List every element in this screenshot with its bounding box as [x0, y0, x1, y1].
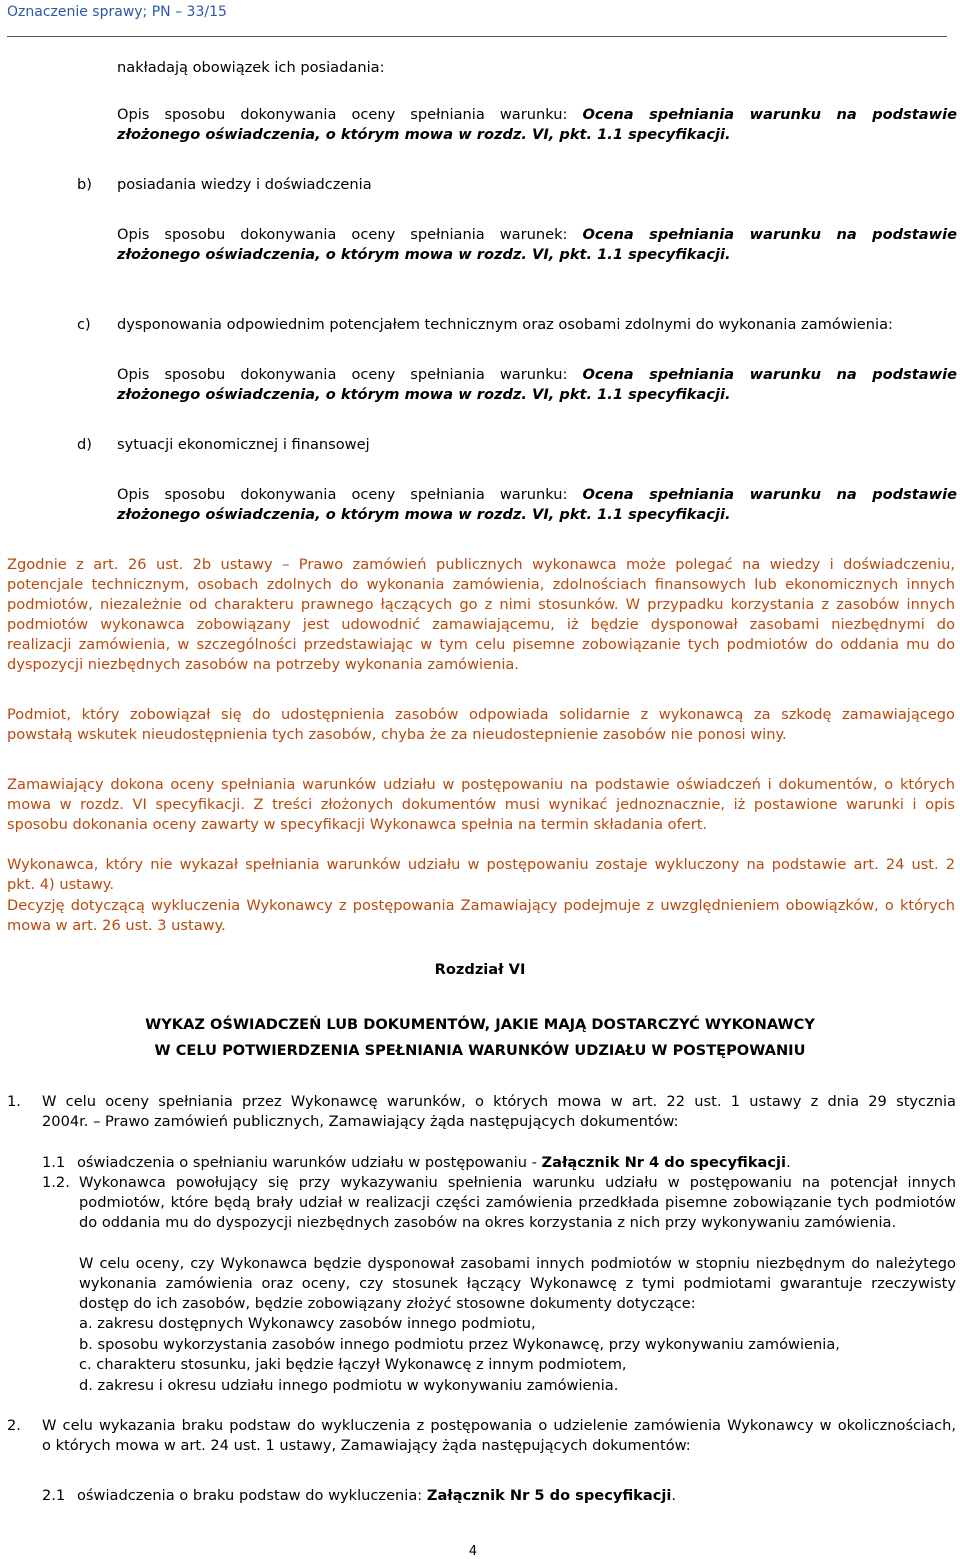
para1-line2: potencjale technicznym, osobach zdolnych do wykonania zamówienia, zdolnościach finansowych lub ekonomicznych innych [7, 576, 955, 593]
point1-1-text [77, 1154, 791, 1171]
item-b-letter: b) [77, 176, 92, 193]
ocena-item-d: d. zakresu i okresu udziału innego podmiotu w wykonywaniu zamówienia. [79, 1377, 619, 1394]
point1-line1: W celu oceny spełniania przez Wykonawcę warunków, o których mowa w art. 22 ust. 1 ustawy z dnia 29 stycznia [42, 1093, 956, 1110]
point1-2-number: 1.2. [42, 1174, 70, 1191]
opis-value: Ocena spełniania warunku na podstawie [582, 486, 958, 503]
para1-line3: podmiotów, niezależnie od charakteru prawnego łączących go z nimi stosunków. W przypadku korzystania z zasobów innych [7, 596, 955, 613]
opis-label: Opis sposobu dokonywania oceny spełniania warunek: [117, 226, 568, 243]
ocena-line2: wykonania zamówienia oraz oceny, czy stosunek łączący Wykonawcę z tymi podmiotami gwarantuje rzeczywisty [79, 1275, 956, 1292]
point2-line1: W celu wykazania braku podstaw do wykluczenia z postępowania o udzielenie zamówienia Wykonawcy w okolicznościach, [42, 1417, 956, 1434]
ocena-item-b: b. sposobu wykorzystania zasobów innego podmiotu przez Wykonawcę, przy wykonywaniu zamówienia, [79, 1336, 840, 1353]
point1-2-line3: do oddania mu do dyspozycji niezbędnych zasobów na okres korzystania z nich przy wykonywaniu zamówienia. [79, 1214, 897, 1231]
opis-d-line2: złożonego oświadczenia, o którym mowa w rozdz. VI, pkt. 1.1 specyfikacji. [117, 506, 731, 523]
opis-b-line2: złożonego oświadczenia, o którym mowa w rozdz. VI, pkt. 1.1 specyfikacji. [117, 246, 731, 263]
opis-value: Ocena spełniania warunku na podstawie [582, 366, 958, 383]
point1-2-line2: podmiotów, które będą brały udział w realizacji części zamówienia przedkłada pisemne zobowiązanie tych podmiotów [79, 1194, 956, 1211]
period: . [671, 1487, 677, 1504]
para1-line5: realizacji zamówienia, w szczególności przedstawiając w tym celu pisemne zobowiązanie tych podmiotów do oddania mu do [7, 636, 955, 653]
item-d-letter: d) [77, 436, 92, 453]
attachment-reference: Załącznik Nr 5 do specyfikacji [426, 1487, 672, 1504]
item-c-text: dysponowania odpowiednim potencjałem technicznym oraz osobami zdolnymi do wykonania zamówienia: [117, 316, 893, 333]
chapter-heading-line2: W CELU POTWIERDZENIA SPEŁNIANIA WARUNKÓW UDZIAŁU W POSTĘPOWANIU [154, 1042, 806, 1059]
para2-line1: Podmiot, który zobowiązał się do udostępnienia zasobów odpowiada solidarnie z wykonawcą za szkodę zamawiającego [7, 706, 955, 723]
para3-line2: mowa w rozdz. VI specyfikacji. Z treści złożonych dokumentów musi wynikać jednoznacznie, iż postawione warunki i opis [7, 796, 955, 813]
para4-line2: pkt. 4) ustawy. [7, 876, 114, 893]
item-b-text: posiadania wiedzy i doświadczenia [117, 176, 372, 193]
opis-value: Ocena spełniania warunku na podstawie [582, 226, 957, 243]
opis-c-line2: złożonego oświadczenia, o którym mowa w rozdz. VI, pkt. 1.1 specyfikacji. [117, 386, 731, 403]
opis-d-line1 [117, 486, 957, 503]
ocena-item-c: c. charakteru stosunku, jaki będzie łączył Wykonawcę z innym podmiotem, [79, 1356, 627, 1373]
opis-a-line1 [117, 106, 957, 123]
para1-line4: podmiotów wykonawca zobowiązany jest udowodnić zamawiającemu, iż będzie dysponował zasobami niezbędnymi do [7, 616, 955, 633]
intro-text: nakładają obowiązek ich posiadania: [117, 59, 385, 76]
point1-line2: 2004r. – Prawo zamówień publicznych, Zamawiający żąda następujących dokumentów: [42, 1113, 679, 1130]
para4-line1: Wykonawca, który nie wykazał spełniania warunków udziału w postępowaniu zostaje wykluczony na podstawie art. 24 ust. 2 [7, 856, 955, 873]
point1-1-number: 1.1 [42, 1154, 66, 1171]
para4-line4: mowa w art. 26 ust. 3 ustawy. [7, 917, 226, 934]
point2-1-label: oświadczenia o braku podstaw do wykluczenia: [77, 1487, 423, 1504]
ocena-line1: W celu oceny, czy Wykonawca będzie dysponował zasobami innych podmiotów w stopniu niezbędnym do należytego [79, 1255, 956, 1272]
point2-1-text [77, 1487, 676, 1504]
point1-2-line1: Wykonawca powołujący się przy wykazywaniu spełnienia warunku udziału w postępowaniu na potencjał innych [79, 1174, 956, 1191]
opis-b-line1 [117, 226, 957, 243]
period: . [786, 1154, 791, 1171]
item-d-text: sytuacji ekonomicznej i finansowej [117, 436, 370, 453]
opis-value: Ocena spełniania warunku na podstawie [582, 106, 958, 123]
header-divider [7, 36, 947, 37]
para3-line3: sposobu dokonania oceny zawarty w specyfikacji Wykonawca spełnia na termin składania ofert. [7, 816, 708, 833]
point1-1-label: oświadczenia o spełnianiu warunków udziału w postępowaniu - [77, 1154, 537, 1171]
case-reference: Oznaczenie sprawy; PN – 33/15 [7, 4, 227, 20]
ocena-line3: dostęp do ich zasobów, będzie zobowiązany złożyć stosowne dokumenty dotyczące: [79, 1295, 696, 1312]
opis-label: Opis sposobu dokonywania oceny spełniania warunku: [117, 366, 568, 383]
para4-line3: Decyzję dotyczącą wykluczenia Wykonawcy z postępowania Zamawiający podejmuje z uwzględnieniem obowiązków, o których [7, 897, 955, 914]
item-c-letter: c) [77, 316, 91, 333]
para3-line1: Zamawiający dokona oceny spełniania warunków udziału w postępowaniu na podstawie oświadczeń i dokumentów, o których [7, 776, 955, 793]
opis-c-line1 [117, 366, 957, 383]
point2-line2: o których mowa w art. 24 ust. 1 ustawy, Zamawiający żąda następujących dokumentów: [42, 1437, 691, 1454]
chapter-heading-line1: WYKAZ OŚWIADCZEŃ LUB DOKUMENTÓW, JAKIE MAJĄ DOSTARCZYĆ WYKONAWCY [145, 1016, 815, 1033]
opis-label: Opis sposobu dokonywania oceny spełniania warunku: [117, 486, 568, 503]
ocena-item-a: a. zakresu dostępnych Wykonawcy zasobów innego podmiotu, [79, 1315, 536, 1332]
chapter-title: Rozdział VI [434, 961, 526, 978]
para2-line2: powstałą wskutek nieudostępnienia tych zasobów, chyba że za nieudostepnienie zasobów nie ponosi winy. [7, 726, 787, 743]
para1-line1: Zgodnie z art. 26 ust. 2b ustawy – Prawo zamówień publicznych wykonawca może polegać na wiedzy i doświadczeniu, [7, 556, 955, 573]
opis-label: Opis sposobu dokonywania oceny spełniania warunku: [117, 106, 568, 123]
point1-number: 1. [7, 1093, 21, 1110]
point2-1-number: 2.1 [42, 1487, 66, 1504]
page-number: 4 [468, 1544, 478, 1559]
opis-a-line2: złożonego oświadczenia, o którym mowa w rozdz. VI, pkt. 1.1 specyfikacji. [117, 126, 731, 143]
point2-number: 2. [7, 1417, 21, 1434]
attachment-reference: Załącznik Nr 4 do specyfikacji [541, 1154, 787, 1171]
para1-line6: dyspozycji niezbędnych zasobów na potrzeby wykonania zamówienia. [7, 656, 519, 673]
